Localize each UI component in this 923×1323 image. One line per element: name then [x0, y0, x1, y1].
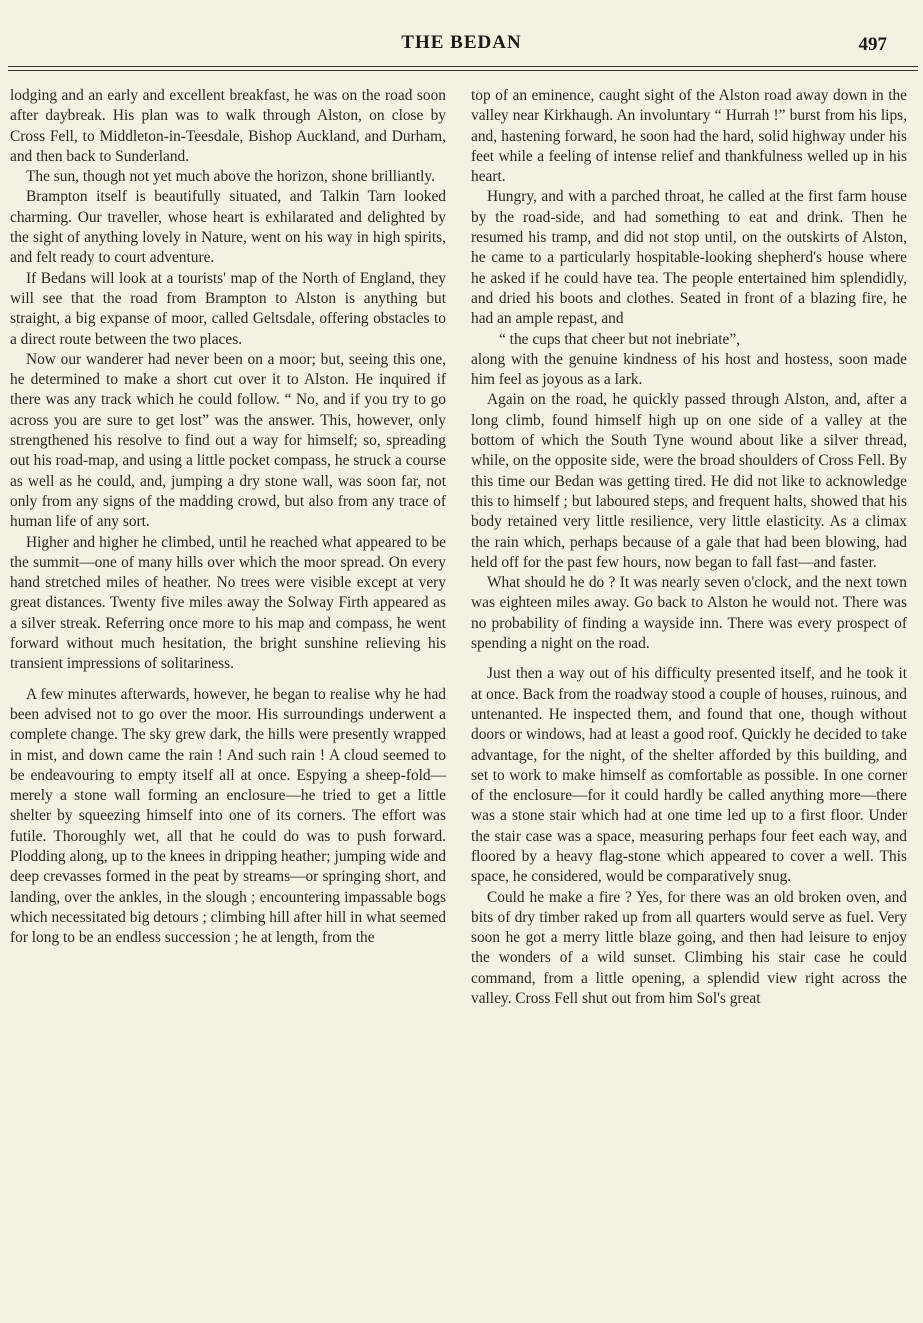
header-rule-top [8, 66, 918, 67]
paragraph: Again on the road, he quickly passed through Alston, and, after a long climb, found himself high up on one side of a valley at the bottom of which the South Tyne wound about like a silver thread, while, on the opposite side, were the broad shoulders of Cross Fell. By this time our Bedan was getting tired. He did not like to acknowledge this to himself ; but laboured steps, and frequent halts, showed that his body retained very little resilience, very little elasticity. As a climax the rain which, perhaps because of a gale that had been blowing, had held off for the past few hours, now began to fall fast—and faster. [471, 391, 907, 571]
page-header [0, 30, 923, 60]
paragraph: Could he make a fire ? Yes, for there was an old broken oven, and bits of dry timber raked up from all quarters would serve as fuel. Very soon he got a merry little blaze going, and then had leisure to enjoy the wonders of a wild sunset. Climbing his stair case he could command, from a little opening, a splendid view right across the valley. Cross Fell shut out from him Sol's great [471, 888, 907, 1008]
page-number: 497 [858, 34, 887, 55]
paragraph: A few minutes afterwards, however, he began to realise why he had been advised not to go over the moor. His surroundings underwent a complete change. The sky grew dark, the hills were presently wrapped in mist, and down came the rain ! And such rain ! A cloud seemed to be endeavouring to empty itself all at once. Espying a sheep-fold—merely a stone wall forming an enclosure—he tried to get a little shelter by squeezing himself into one of its corners. The effort was futile. Thoroughly wet, all that he could do was to push forward. Plodding along, up to the knees in dripping heather; jumping wide and deep crevasses formed in the peat by streams—or springing short, and landing, over the ankles, in the slough ; encountering impassable bogs which necessitated big detours ; climbing hill after hill in what seemed for long to be an endless succession ; he at length, from the [10, 685, 446, 947]
paragraph: Higher and higher he climbed, until he reached what appeared to be the summit—one of many hills over which the moor spread. On every hand stretched miles of heather. No trees were visible except at very great distances. Twenty five miles away the Solway Firth appeared as a silver streak. Referring once more to his map and compass, he went forward without much hesitation, the bright sunshine relieving his transient impressions of solitariness. [10, 533, 446, 673]
paragraph: Hungry, and with a parched throat, he called at the first farm house by the road-side, and had something to eat and drink. Then he resumed his tramp, and did not stop until, on the outskirts of Alston, he came to a particularly hospitable-looking shepherd's house where he asked if he could have tea. The people entertained him splendidly, and dried his boots and clothes. Seated in front of a blazing fire, he had an ample repast, and [471, 188, 907, 328]
running-title: THE BEDAN [401, 32, 522, 53]
paragraph: What should he do ? It was nearly seven o'clock, and the next town was eighteen miles away. Go back to Alston he would not. There was no probability of finding a wayside inn. There was every prospect of spending a night on the road. [471, 574, 907, 653]
paragraph: The sun, though not yet much above the horizon, shone brilliantly. [26, 168, 435, 186]
paragraph: Now our wanderer had never been on a moor; but, seeing this one, he determined to make a short cut over it to Alston. He inquired if there was any track which he could follow. “ No, and if you try to go across you are sure to get lost” was the answer. This, however, only strengthened his resolve to find out a way for himself; so, spreading out his road-map, and using a little pocket compass, he struck a course as well as he could, and, jumping a dry stone wall, was soon far, not only from any signs of the madding crowd, but also from any trace of human life of any sort. [10, 350, 446, 531]
paragraph: lodging and an early and excellent breakfast, he was on the road soon after daybreak. His plan was to walk through Alston, on close by Cross Fell, to Middleton-in-Teesdale, Bishop Auckland, and Durham, and then back to Sunderland. [10, 87, 446, 165]
paragraph: If Bedans will look at a tourists' map of the North of England, they will see that the road from Brampton to Alston is anything but straight, a big expanse of moor, called Geltsdale, offering obstacles to a direct route between the two places. [10, 269, 446, 348]
right-column [471, 86, 907, 1009]
paragraph: top of an eminence, caught sight of the Alston road away down in the valley near Kirkhaugh. An involuntary “ Hurrah !” burst from his lips, and, hastening forward, he soon had the hard, solid highway under his feet while a feeling of intense relief and thankfulness welled up in his heart. [471, 87, 907, 186]
paragraph: Brampton itself is beautifully situated, and Talkin Tarn looked charming. Our traveller, whose heart is exhilarated and delighted by the sight of anything lovely in Nature, went on his way in high spirits, and felt ready to court adventure. [10, 188, 446, 267]
header-rule-bottom [8, 70, 918, 71]
left-column [10, 86, 446, 948]
paragraph: Just then a way out of his difficulty presented itself, and he took it at once. Back from the roadway stood a couple of houses, ruinous, and untenanted. He inspected them, and found that one, though without doors or windows, had at least a good roof. Quickly he decided to take advantage, for the night, of the shelter afforded by this building, and set to work to make himself as comfortable as possible. In one corner of the enclosure—for it could hardly be called anything more—there was a stone stair which had at one time led up to a first floor. Under the stair case was a space, measuring perhaps four feet each way, and floored by a heavy flag-stone which appeared to cover a well. This space, he considered, would be comparatively snug. [471, 665, 907, 886]
paragraph: along with the genuine kindness of his host and hostess, soon made him feel as joyous as a lark. [471, 350, 907, 389]
quotation: “ the cups that cheer but not inebriate”, [499, 330, 741, 348]
